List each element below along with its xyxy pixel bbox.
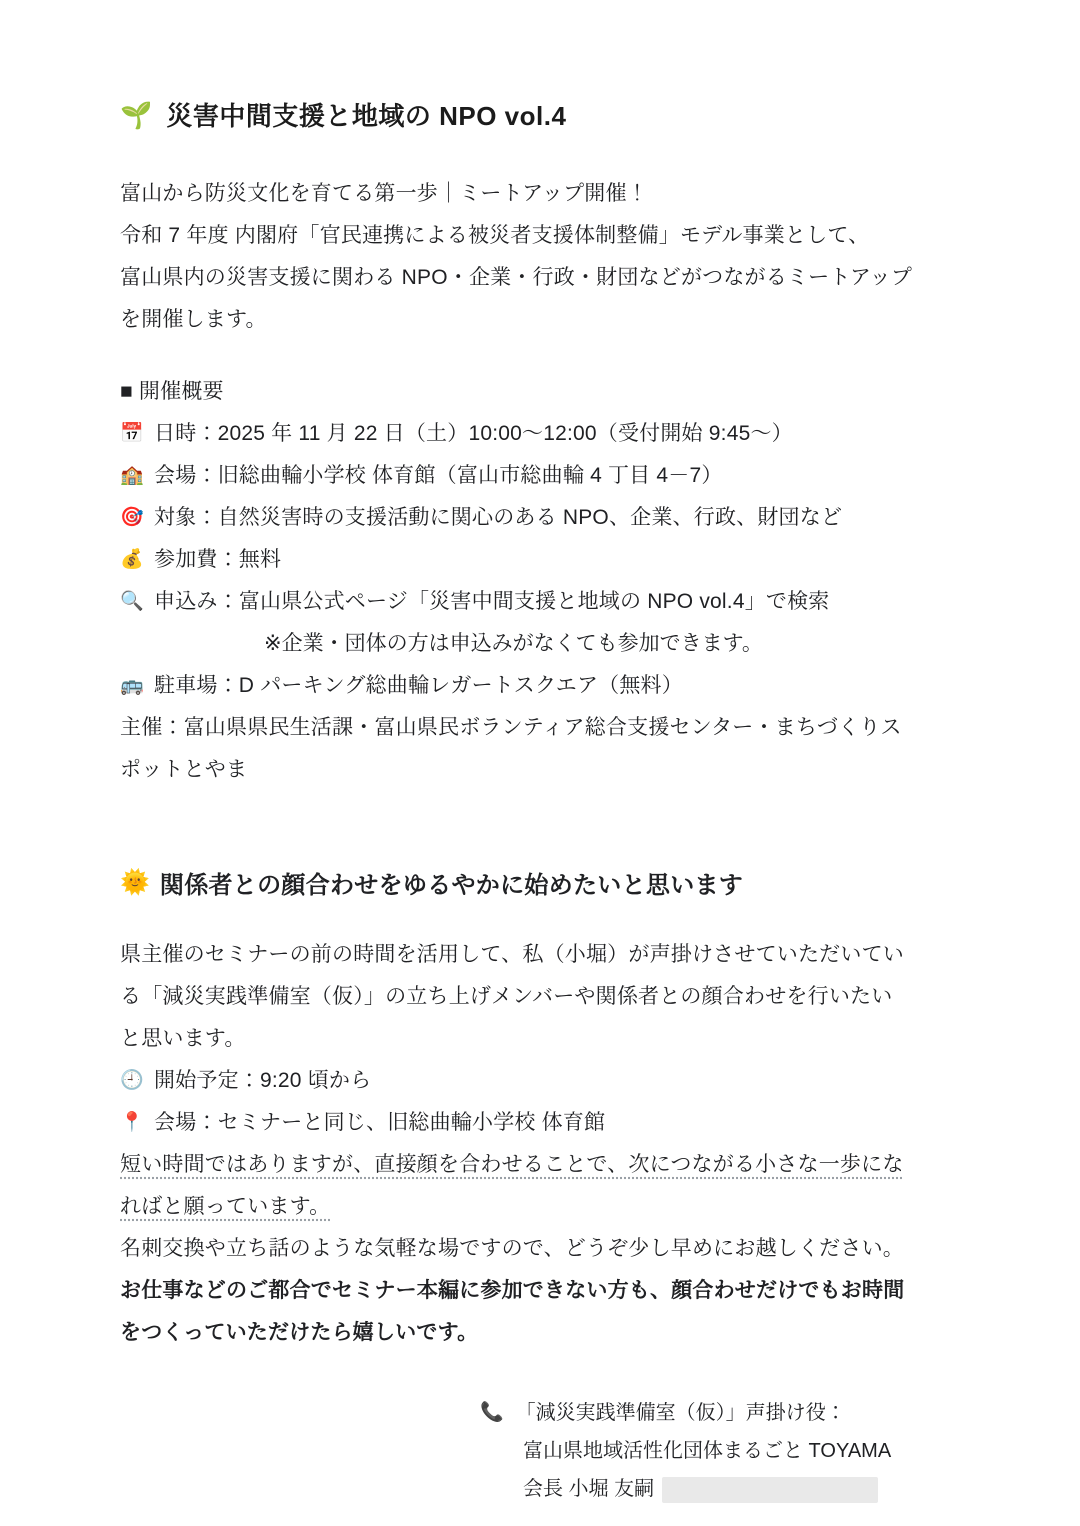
section2-paragraph-line-1: 県主催のセミナーの前の時間を活用して、私（小堀）が声掛けさせていただいてい xyxy=(120,943,904,966)
redaction-block xyxy=(662,1477,878,1503)
section2-paragraph-line-2: る「減災実践準備室（仮）」の立ち上げメンバーや関係者との顔合わせを行いたい xyxy=(120,985,893,1008)
overview-item-venue-text: 会場：旧総曲輪小学校 体育館（富山市総曲輪 4 丁目 4－7） xyxy=(154,464,723,487)
overview-item-audience-text: 対象：自然災害時の支援活動に関心のある NPO、企業、行政、財団など xyxy=(154,506,843,529)
section2-underlined-line-2: ればと願っています。 xyxy=(120,1195,331,1218)
signature-role-row xyxy=(480,1394,1004,1432)
map-pin-icon: 📍 xyxy=(120,1112,144,1133)
calendar-icon: 📅 xyxy=(120,423,144,444)
phone-icon: 📞 xyxy=(480,1402,504,1423)
overview-item-fee-text: 参加費：無料 xyxy=(154,548,282,571)
signature-role: 「減災実践準備室（仮）」声掛け役： xyxy=(515,1402,846,1424)
overview-item-application-text: 申込み：富山県公式ページ「災害中間支援と地域の NPO vol.4」で検索 xyxy=(154,590,830,613)
seedling-icon: 🌱 xyxy=(120,99,153,130)
section2-paragraph-line-3: と思います。 xyxy=(120,1027,246,1050)
signature-name: 会長 小堀 友嗣 xyxy=(523,1478,655,1500)
overview-sub-note: ※企業・団体の方は申込みがなくても参加できます。 xyxy=(264,632,763,655)
section2-bold-line-1: お仕事などのご都合でセミナー本編に参加できない方も、顔合わせだけでもお時間 xyxy=(120,1279,905,1302)
overview-item-venue xyxy=(120,455,1004,497)
overview-item-datetime xyxy=(120,413,1004,455)
overview-item-parking-text: 駐車場：D パーキング総曲輪レガートスクエア（無料） xyxy=(154,674,683,697)
intro-line-2: 令和 7 年度 内閣府「官民連携による被災者支援体制整備」モデル事業として、 xyxy=(120,224,870,247)
section2-item-start-time xyxy=(120,1060,1004,1102)
school-icon: 🏫 xyxy=(120,465,144,486)
page-title: 災害中間支援と地域の NPO vol.4 xyxy=(166,101,567,131)
intro-line-1: 富山から防災文化を育てる第一歩｜ミートアップ開催！ xyxy=(120,182,648,205)
overview-item-parking xyxy=(120,665,1004,707)
overview-heading: ■ 開催概要 xyxy=(120,380,224,403)
intro-paragraph xyxy=(120,173,1004,341)
target-icon: 🎯 xyxy=(120,507,144,528)
section2-bold-paragraph xyxy=(120,1270,1004,1354)
clock-icon: 🕘 xyxy=(120,1070,144,1091)
overview-organizer xyxy=(120,707,1004,791)
section-divider-space xyxy=(120,791,1004,865)
section2-title: 関係者との顔合わせをゆるやかに始めたいと思います xyxy=(159,872,744,899)
overview-item-application xyxy=(120,581,1004,623)
section2-title-row xyxy=(120,865,1004,900)
section2-plain-paragraph: 名刺交換や立ち話のような気軽な場ですので、どうぞ少し早めにお越しください。 xyxy=(120,1237,904,1260)
document-title-row xyxy=(120,96,1004,133)
signature-block xyxy=(120,1394,1004,1508)
bus-icon: 🚌 xyxy=(120,675,144,696)
signature-name-row xyxy=(480,1470,1004,1508)
section2-underlined-paragraph xyxy=(120,1144,1004,1228)
money-bag-icon: 💰 xyxy=(120,549,144,570)
organizer-line-2: ポットとやま xyxy=(120,758,248,781)
section2-item-start-time-text: 開始予定：9:20 頃から xyxy=(154,1069,372,1092)
signature-organization: 富山県地域活性化団体まるごと TOYAMA xyxy=(523,1440,892,1462)
intro-line-3: 富山県内の災害支援に関わる NPO・企業・行政・財団などがつながるミートアップ xyxy=(120,266,913,289)
overview-item-audience xyxy=(120,497,1004,539)
section2-paragraph xyxy=(120,934,1004,1060)
sun-icon: 🌞 xyxy=(120,868,150,896)
section2-item-venue-text: 会場：セミナーと同じ、旧総曲輪小学校 体育館 xyxy=(154,1111,606,1134)
organizer-line-1: 主催：富山県県民生活課・富山県民ボランティア総合支援センター・まちづくりス xyxy=(120,716,902,739)
section2-underlined-line-1: 短い時間ではありますが、直接顔を合わせることで、次につながる小さな一歩にな xyxy=(120,1153,904,1176)
overview-item-fee xyxy=(120,539,1004,581)
intro-line-4: を開催します。 xyxy=(120,308,267,331)
overview-item-datetime-text: 日時：2025 年 11 月 22 日（土）10:00〜12:00（受付開始 9:45〜） xyxy=(154,422,793,445)
section2-bold-line-2: をつくっていただけたら嬉しいです。 xyxy=(120,1321,479,1344)
section2-item-venue xyxy=(120,1102,1004,1144)
magnifier-icon: 🔍 xyxy=(120,591,144,612)
